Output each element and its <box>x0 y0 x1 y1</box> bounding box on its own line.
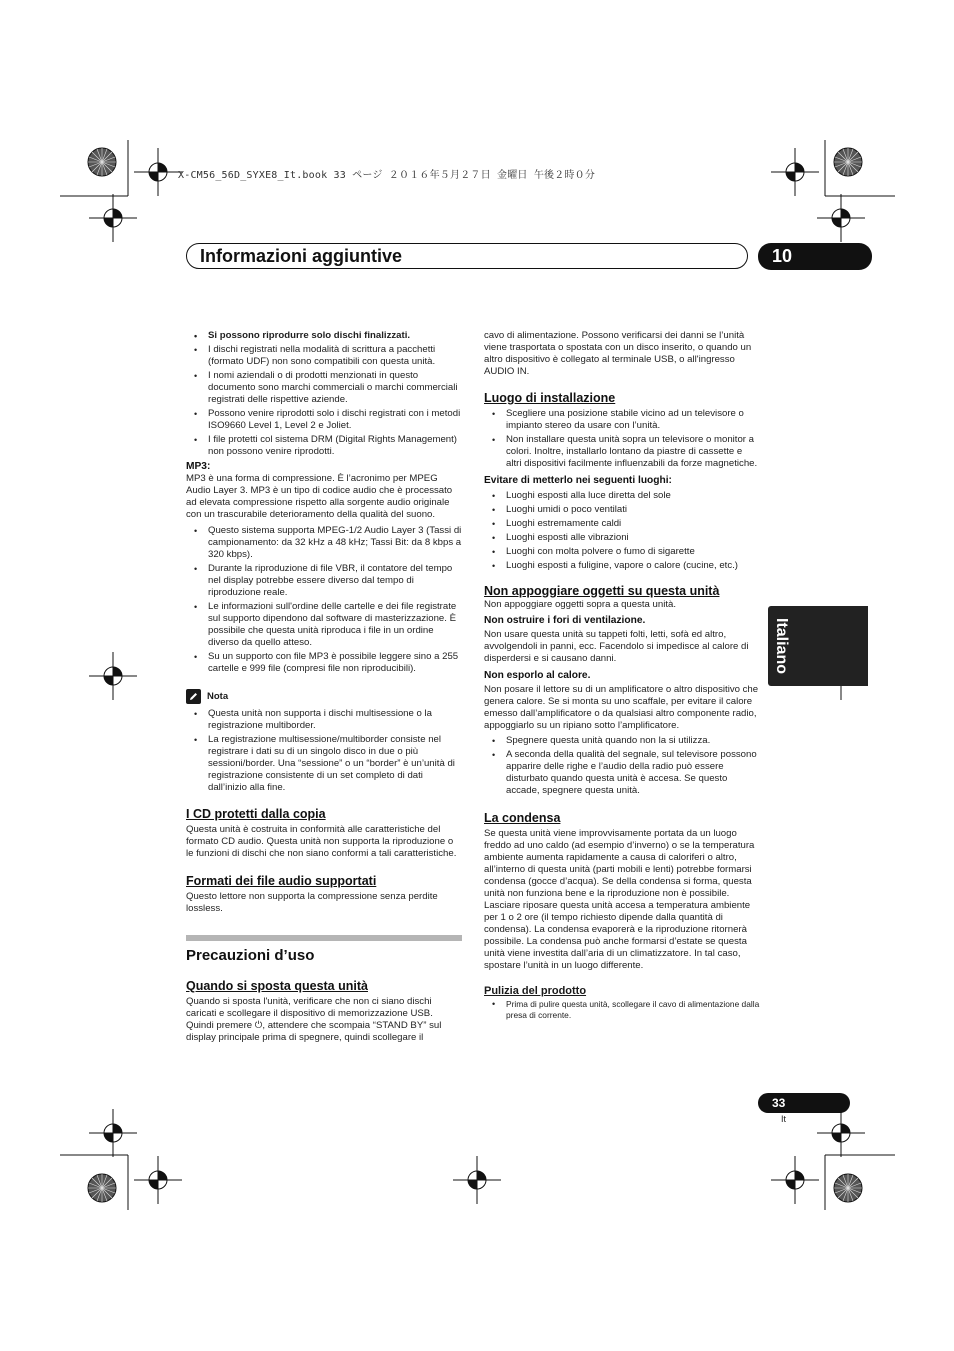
list-item: • A seconda della qualità del segnale, sul televisore possono apparire delle righe e l’audio della radio può essere disturbato quando questa unità è accesa. Se questo accade, spegnere questa unità. <box>484 749 760 797</box>
right-column <box>484 330 760 1023</box>
cd-notes-list <box>186 330 462 458</box>
list-item: • Su un supporto con file MP3 è possibile leggere sino a 255 cartelle e 999 file (compresi file non riproducibili). <box>186 651 462 675</box>
list-item: • Scegliere una posizione stabile vicino ad un televisore o impianto stereo da usare con l’unità. <box>484 408 760 432</box>
list-item: • Spegnere questa unità quando non la si utilizza. <box>484 735 760 747</box>
vents-heading: Non ostruire i fori di ventilazione. <box>484 615 646 626</box>
list-item: • Le informazioni sull'ordine delle cartelle e dei file registrate sul supporto dipendono dal software di masterizzazione. È possibile che questa unità riproduca i file in un ordine diverso da quello atteso. <box>186 601 462 649</box>
formats-heading: Formati dei file audio supportati <box>186 874 377 888</box>
copy-protected-paragraph: Questa unità è costruita in conformità alle caratteristiche del formato CD audio. Questa unità non supporta la riproduzione o le funzioni di dischi che non siano conformi a tali caratteristiche. <box>186 824 457 859</box>
list-item: • Si possono riprodurre solo dischi finalizzati. <box>186 330 462 342</box>
list-item: • Luoghi esposti alla luce diretta del sole <box>484 490 760 502</box>
heat-heading: Non esporlo al calore. <box>484 670 591 681</box>
list-item: • Questo sistema supporta MPEG-1/2 Audio Layer 3 (Tassi di campionamento: da 32 kHz a 48 kHz; Tassi Bit: da 8 kbps a 320 kbps). <box>186 525 462 561</box>
list-item: • Possono venire riprodotti solo i dischi registrati con i metodi ISO9660 Level 1, Level 2 e Joliet. <box>186 408 462 432</box>
list-item: • Non installare questa unità sopra un televisore o monitor a colori. Inoltre, installarlo lontano da piastre di cassette e altri dispositivi facilmente influenzabili da forze magnetiche. <box>484 434 760 470</box>
list-item: • Durante la riproduzione di file VBR, il contatore del tempo nel display potrebbe essere diverso dal tempo di riproduzione reale. <box>186 563 462 599</box>
heat-paragraph: Non posare il lettore su di un amplificatore o altro dispositivo che genera calore. Se si monta su uno scaffale, per evitare il calore emesso dall’amplificatore o da qualsiasi altro componente radio, appoggiarlo su un ripiano sotto l’amplificatore. <box>484 684 759 731</box>
list-item: • I dischi registrati nella modalità di scrittura a pacchetti (formato UDF) non sono compatibili con questa unità. <box>186 344 462 368</box>
note-list <box>186 708 462 794</box>
condensation-heading: La condensa <box>484 811 561 825</box>
vents-paragraph: Non usare questa unità su tappeti folti, letti, sofà ed altro, avvolgendoli in panni, ecc. Facendolo si impedisce al calore di disperdersi e si causano danni. <box>484 629 749 664</box>
cleaning-heading: Pulizia del prodotto <box>484 985 587 997</box>
copy-protected-heading: I CD protetti dalla copia <box>186 807 326 821</box>
page-language-code: It <box>781 1114 787 1124</box>
mp3-list <box>186 525 462 675</box>
left-column <box>186 330 462 1044</box>
note-pencil-icon <box>186 689 201 704</box>
objects-heading: Non appoggiare oggetti su questa unità <box>484 584 720 598</box>
chapter-number: 10 <box>758 243 872 270</box>
list-item: • Luoghi esposti alle vibrazioni <box>484 532 760 544</box>
mp3-paragraph: MP3 è una forma di compressione. È l’acronimo per MPEG Audio Layer 3. MP3 è un tipo di codice audio che è processato ad elevata compressione rispetto alla sorgente audio originale con un trascurabile deterioramento della qualità del suono. <box>186 473 453 520</box>
formats-paragraph: Questo lettore non supporta la compressione senza perdite lossless. <box>186 891 438 914</box>
language-tab-label: Italiano <box>773 617 790 675</box>
list-item: • La registrazione multisessione/multiborder consiste nel registrare i dati su di un singolo disco in due o più sessioni/border. Una “sessione” o un “border” è un’unità di registrazione consistente di un set completo di dati dall’inizio alla fine. <box>186 734 462 794</box>
list-item: • Luoghi esposti a fuligine, vapore o calore (cucine, etc.) <box>484 560 760 572</box>
list-item: • Luoghi estremamente caldi <box>484 518 760 530</box>
heat-list <box>484 735 760 797</box>
condensation-paragraph: Se questa unità viene improvvisamente portata da un luogo freddo ad uno caldo (ad esempio d’inverno) o se la temperatura ambiente aumenta rapidamente a causa di caloriferi o altro, all’interno di questa unità (parti mobili e lenti) potrebbe formarsi condensa (gocce d’acqua). Se della condensa si forma, questa unità non funziona bene e la riproduzione non è possibile. Lasciare riposare questa unità accesa a temperatura ambiente per 1 o 2 ore (il tempo richiesto dipende dalla quantità di condensa). La condensa evaporerà e la riproduzione ritornerà possibile. La condensa può anche formarsi d’estate se questa unità viene investita dall’aria di un climatizzatore. In tal caso, spostare l’unità in un luogo differente. <box>484 828 755 971</box>
section-divider <box>186 935 462 941</box>
avoid-list <box>484 490 760 572</box>
location-list <box>484 408 760 470</box>
list-item: • Luoghi umidi o poco ventilati <box>484 504 760 516</box>
location-heading: Luogo di installazione <box>484 391 616 405</box>
mp3-heading: MP3: <box>186 461 211 472</box>
moving-paragraph-continued: cavo di alimentazione. Possono verificarsi dei danni se l’unità viene trasportata o spostata con un disco inserito, o quando un altro dispositivo è collegato al terminale USB, o all'ingresso AUDIO IN. <box>484 330 752 377</box>
list-item: • Prima di pulire questa unità, scollegare il cavo di alimentazione dalla presa di corrente. <box>484 999 760 1021</box>
list-item: • Questa unità non supporta i dischi multisessione o la registrazione multiborder. <box>186 708 462 732</box>
moving-heading: Quando si sposta questa unità <box>186 979 368 993</box>
objects-paragraph: Non appoggiare oggetti sopra a questa unità. <box>484 599 677 610</box>
avoid-heading: Evitare di metterlo nei seguenti luoghi: <box>484 475 672 486</box>
cleaning-list <box>484 999 760 1021</box>
print-header: X-CM56_56D_SYXE8_It.book 33 ページ ２０１６年５月２７日 金曜日 午後２時０分 <box>178 170 596 181</box>
page-number: 33 <box>758 1093 850 1113</box>
list-item: • I nomi aziendali o di prodotti menzionati in questo documento sono marchi commerciali o marchi commerciali registrati delle rispettive aziende. <box>186 370 462 406</box>
moving-paragraph: Quando si sposta l'unità, verificare che non ci siano dischi caricati e scollegare il dispositivo di memorizzazione USB. Quindi premere ⏻, attendere che scompaia “STAND BY” sul display principale prima di spegnere, quindi scollegare il <box>186 996 442 1043</box>
list-item: • Luoghi con molta polvere o fumo di sigarette <box>484 546 760 558</box>
list-item: • I file protetti col sistema DRM (Digital Rights Management) non possono venire riprodotti. <box>186 434 462 458</box>
note-label: Nota <box>207 691 229 702</box>
precautions-heading: Precauzioni d’uso <box>186 947 315 964</box>
section-title: Informazioni aggiuntive <box>200 246 403 266</box>
note-header <box>186 689 462 704</box>
